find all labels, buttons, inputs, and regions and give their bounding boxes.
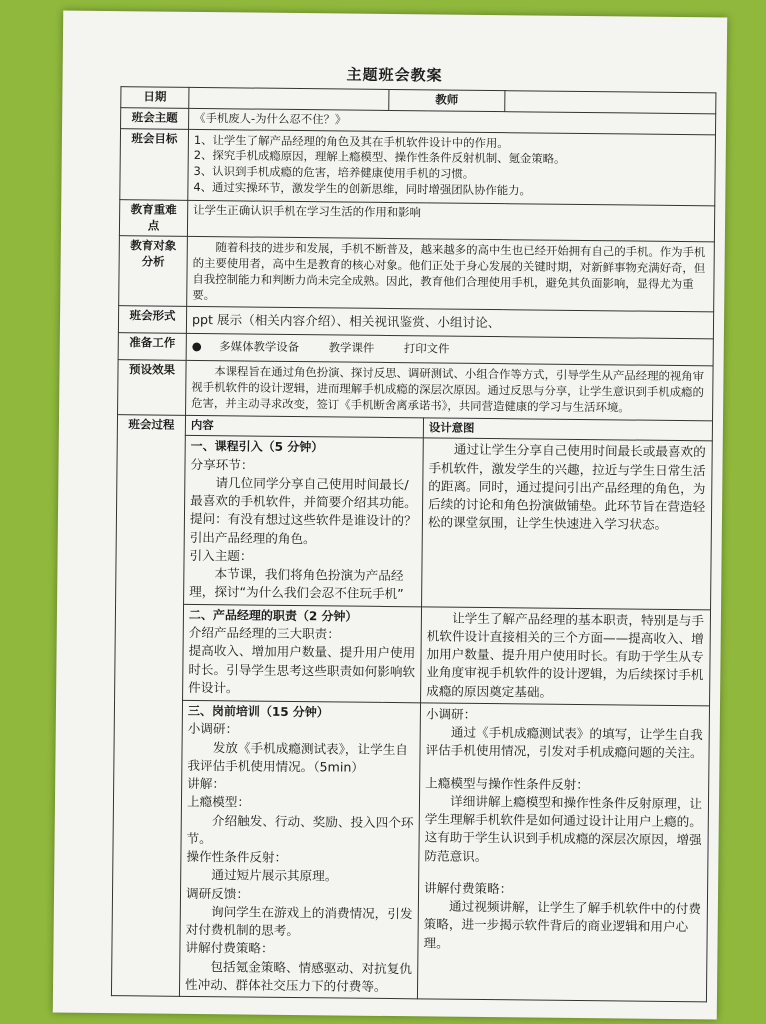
goal-item: 3、认识到手机成瘾的危害，培养健康使用手机的习惯。: [193, 164, 475, 182]
goals-row: [120, 128, 716, 205]
content-line: 操作性条件反射：: [186, 848, 288, 865]
preparation-item: 打印文件: [403, 341, 450, 357]
format-label: 班会形式: [118, 306, 186, 334]
content-line: 调研反馈：: [185, 885, 250, 902]
content-line: 本节课，我们将角色扮演为产品经理，探讨“为什么我们会忍不住玩手机”: [189, 566, 404, 602]
preparation-item: 多媒体教学设备: [219, 339, 300, 355]
process-section-row: [111, 700, 709, 1002]
goals-list: [188, 129, 716, 205]
expected-label: 预设效果: [118, 360, 187, 415]
design-line: 讲解付费策略：: [424, 880, 513, 897]
process-section-row: [115, 603, 711, 705]
format-value: ppt 展示（相关内容介绍）、相关视讯鉴赏、小组讨论、: [186, 307, 713, 340]
design-line: 通过《手机成瘾测试表》的填写，让学生自我评估手机使用情况，引发对手机成瘾问题的关注。: [425, 724, 703, 761]
goal-item: 4、通过实操环节，激发学生的创新思维，同时增强团队协作能力。: [193, 179, 532, 198]
bullet-icon: ●: [191, 339, 202, 354]
section-design: [417, 703, 709, 1002]
key-points-label: 教育重难点: [119, 199, 187, 236]
design-line: 让学生了解产品经理的基本职责，特别是与手机软件设计直接相关的三个方面——提高收入、增加用户数量、提升用户使用时长。有助于学生从专业角度审视手机软件的设计逻辑，为后续探讨手机成瘾的原因奠定基础。: [426, 610, 705, 700]
theme-label: 班会主题: [121, 108, 189, 130]
content-line: 介绍触发、行动、奖励、投入四个环节。: [186, 812, 414, 846]
content-line: 提高收入、增加用户数量、提升用户使用时长。引导学生思考这些职责如何影响软件设计。: [188, 643, 416, 696]
section-title: 一、课程引入（5 分钟）: [190, 439, 324, 455]
design-line: 详细讲解上瘾模型和操作性条件反射原理，让学生理解手机软件是如何通过设计让用户上瘾的。这有助于学生认识到手机成瘾的深层次原因，增强防范意识。: [424, 793, 703, 864]
content-line: 提问：有没有想过这些软件是谁设计的？引出产品经理的角色。: [189, 511, 417, 546]
goal-item: 2、探究手机成瘾原因，理解上瘾模型、操作性条件反射机制、氪金策略。: [193, 148, 566, 167]
content-line: 讲解付费策略：: [185, 940, 274, 957]
document-paper: [53, 11, 727, 1020]
teacher-value: [505, 91, 716, 114]
section-title: 二、产品经理的职责（2 分钟）: [188, 607, 358, 624]
date-value: [189, 87, 389, 110]
design-line: 小调研：: [425, 706, 477, 722]
lesson-plan-table: [111, 86, 716, 1002]
expected-row: [118, 360, 714, 420]
design-line: 上瘾模型与操作性条件反射：: [425, 775, 589, 792]
key-points-value: 让学生正确认识手机在学习生活的作用和影响: [187, 200, 714, 242]
audience-value: 随着科技的进步和发展，手机不断普及，越来越多的高中生也已经开始拥有自己的手机。作为手机的主要使用者，高中生是教育的核心对象。他们正处于身心发展的关键时期，对新鲜事物充满好奇，但自我控制能力和判断力尚未完全成熟。因此，教育他们合理使用手机，避免其负面影响，显得尤为重要。: [187, 237, 715, 312]
section-content: [179, 700, 420, 999]
content-line: 上瘾模型：: [186, 794, 251, 810]
key-points-row: [119, 199, 714, 242]
preparation-label: 准备工作: [118, 333, 186, 361]
content-line: 包括氪金策略、情感驱动、对抗复仇性冲动、群体社交压力下的付费等。: [184, 958, 413, 994]
content-line: 发放《手机成瘾测试表》，让学生自我评估手机使用情况。（5min）: [187, 739, 409, 775]
content-line: 介绍产品经理的三大职责：: [188, 624, 340, 642]
content-line: 讲解：: [187, 775, 226, 792]
process-label: 班会过程: [111, 414, 185, 996]
content-line: 询问学生在游戏上的消费情况，引发对付费机制的思考。: [185, 903, 413, 939]
document-title: 主题班会教案: [346, 65, 443, 85]
audience-row: [119, 236, 715, 312]
section-content: [184, 436, 424, 607]
section-content: [183, 604, 422, 703]
preparation-item: 教学课件: [328, 340, 375, 356]
theme-value: 《手机废人-为什么忍不住？》: [189, 108, 716, 134]
section-design: [422, 438, 713, 609]
content-line: 请几位同学分享自己使用时间最长/最喜欢的手机软件，并简要介绍其功能。: [190, 475, 417, 511]
section-design: [421, 606, 711, 705]
goal-item: 1、让学生了解产品经理的角色及其在手机软件设计中的作用。: [193, 132, 509, 150]
content-line: 通过短片展示其原理。: [211, 867, 338, 884]
section-title: 三、岗前培训（15 分钟）: [187, 703, 329, 720]
teacher-label: 教师: [389, 89, 505, 111]
process-section-row: [116, 435, 713, 610]
content-header: 内容: [185, 415, 423, 438]
design-line: 通过视频讲解，让学生了解手机软件中的付费策略，进一步揭示软件背后的商业逻辑和用户心理。: [423, 898, 702, 951]
date-label: 日期: [121, 87, 189, 109]
audience-label: 教育对象分析: [119, 236, 188, 307]
content-line: 分享环节：: [190, 456, 254, 473]
design-line: 通过让学生分享自己使用时间最长或最喜欢的手机软件，激发学生的兴趣，拉近与学生日常生活的距离。同时，通过提问引出产品经理的角色，为后续的讨论和角色扮演做铺垫。此环节旨在营造轻松的课堂氛围，让学生快速进入学习状态。: [427, 441, 706, 533]
goals-label: 班会目标: [120, 128, 189, 200]
expected-value: 本课程旨在通过角色扮演、探讨反思、调研测试、小组合作等方式，引导学生从产品经理的视角审视手机软件的设计逻辑，进而理解手机成瘾的深层次原因。通过反思与分享，让学生意识到手机成瘾的危害，并主动寻求改变，签订《手机断舍离承诺书》，共同营造健康的学习与生活环境。: [186, 361, 714, 421]
content-line: 引入主题：: [189, 547, 253, 564]
design-header: 设计意图: [423, 417, 712, 441]
content-line: 小调研：: [187, 721, 239, 737]
